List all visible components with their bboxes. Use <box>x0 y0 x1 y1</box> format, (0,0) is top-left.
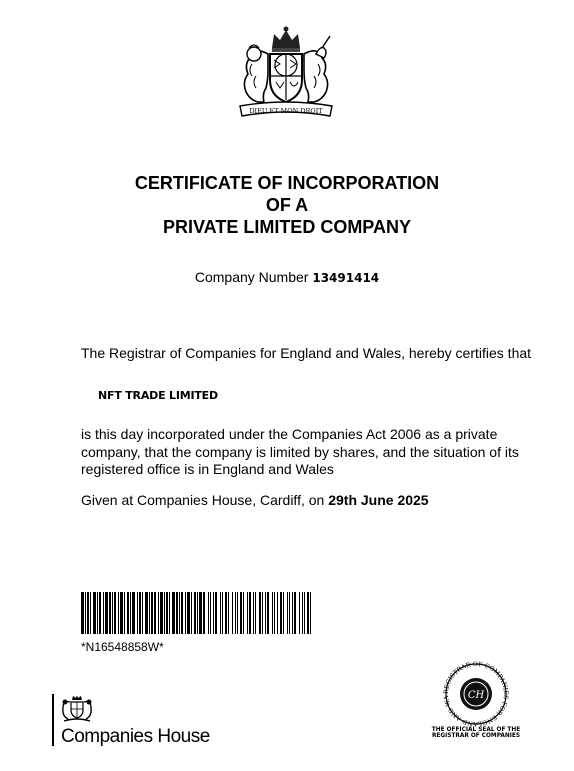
given-at-text: Given at Companies House, Cardiff, on <box>81 492 325 508</box>
barcode-bar <box>235 592 236 634</box>
barcode-bar <box>145 592 148 634</box>
barcode-bar <box>220 592 221 634</box>
barcode-bar <box>287 592 288 634</box>
barcode-bar <box>292 592 293 634</box>
company-name: NFT TRADE LIMITED <box>98 389 218 402</box>
barcode-bar <box>277 592 278 634</box>
barcode-bar <box>194 592 196 634</box>
barcode-bar <box>87 592 89 634</box>
barcode-bar <box>97 592 98 634</box>
barcode-bar <box>253 592 254 634</box>
barcode-bar <box>267 592 269 634</box>
barcode-bar <box>105 592 108 634</box>
barcode-bar <box>137 592 138 634</box>
barcode-bar <box>272 592 273 634</box>
seal-ring-text: REGISTRAR OF COMPANIES FOR ENGLAND AND WA <box>442 660 510 728</box>
barcode-bar <box>225 592 227 634</box>
barcode-bar <box>118 592 119 634</box>
barcode-bar <box>203 592 205 634</box>
barcode-bar <box>124 592 125 634</box>
barcode-bar <box>304 592 305 634</box>
barcode-bar <box>310 592 311 634</box>
companies-house-label: Companies House <box>61 726 210 747</box>
barcode-bar <box>172 592 175 634</box>
barcode-bar <box>164 592 165 634</box>
barcode-bar <box>294 592 296 634</box>
barcode-bar <box>299 592 300 634</box>
title-line-3: PRIVATE LIMITED COMPANY <box>162 217 411 237</box>
certification-statement: The Registrar of Companies for England and Wales, hereby certifies that <box>81 345 532 361</box>
barcode-bar <box>283 592 284 634</box>
barcode-bar <box>199 592 202 634</box>
barcode-bar <box>307 592 309 634</box>
barcode-bar <box>114 592 116 634</box>
barcode-bar <box>197 592 198 634</box>
barcode-bar <box>176 592 178 634</box>
barcode-bar <box>228 592 229 634</box>
barcode-bar <box>90 592 91 634</box>
barcode-bar <box>160 592 163 634</box>
barcode-bar <box>237 592 238 634</box>
barcode-bar <box>112 592 113 634</box>
barcode-bar <box>109 592 111 634</box>
barcode-text: *N16548858W* <box>81 640 164 654</box>
barcode-bar <box>81 592 84 634</box>
barcode-bar <box>222 592 223 634</box>
barcode-bar <box>259 592 261 634</box>
barcode-bar <box>130 592 131 634</box>
logo-divider <box>52 694 54 746</box>
barcode-bar <box>149 592 150 634</box>
barcode-bar <box>187 592 190 634</box>
company-number-label: Company Number <box>194 269 309 285</box>
barcode-bar <box>213 592 214 634</box>
barcode-bar <box>85 592 86 634</box>
barcode-bar <box>127 592 129 634</box>
barcode-bar <box>181 592 183 634</box>
barcode-bar <box>103 592 104 634</box>
barcode-bar <box>151 592 153 634</box>
barcode-bar <box>247 592 248 634</box>
barcode-bar <box>262 592 263 634</box>
barcode-bar <box>243 592 244 634</box>
barcode-bar <box>255 592 256 634</box>
seal-monogram: CH <box>467 690 485 701</box>
company-number-value: 13491414 <box>312 271 380 285</box>
barcode-bar <box>132 592 135 634</box>
companies-house-logo <box>52 694 217 749</box>
barcode-icon <box>81 592 313 634</box>
barcode-bar <box>158 592 159 634</box>
barcode-bar <box>240 592 242 634</box>
barcode-bar <box>208 592 209 634</box>
company-number-row <box>0 268 574 287</box>
royal-coat-of-arms-icon <box>232 24 340 120</box>
barcode-bar <box>210 592 211 634</box>
barcode-bar <box>120 592 123 634</box>
barcode-bar <box>139 592 141 634</box>
barcode-bar <box>179 592 180 634</box>
incorporation-statement: is this day incorporated under the Companies Act 2006 as a private company, that the company is limited by shares, and the situation of its registered office is in England and Wales <box>81 426 519 477</box>
barcode-bar <box>154 592 156 634</box>
barcode-bar <box>142 592 143 634</box>
certificate-title <box>0 172 574 238</box>
barcode-bar <box>185 592 186 634</box>
barcode-bar <box>99 592 101 634</box>
barcode-bar <box>249 592 251 634</box>
title-line-2: OF A <box>265 195 309 215</box>
seal-caption-line-2: REGISTRAR OF COMPANIES <box>431 733 521 738</box>
barcode-bar <box>265 592 266 634</box>
title-line-1: CERTIFICATE OF INCORPORATION <box>134 173 440 193</box>
barcode-bar <box>191 592 192 634</box>
companies-house-lion-icon <box>60 696 94 724</box>
seal-caption-line-1: THE OFFICIAL SEAL OF THE <box>431 727 521 733</box>
barcode-bar <box>166 592 168 634</box>
barcode-bar <box>274 592 275 634</box>
svg-text:DIEU ET MON DROIT: DIEU ET MON DROIT <box>249 107 323 115</box>
incorporation-date: 29th June 2025 <box>328 492 429 508</box>
given-at-statement <box>81 492 541 510</box>
barcode-bar <box>289 592 290 634</box>
barcode-bar <box>280 592 282 634</box>
barcode-bar <box>232 592 233 634</box>
barcode-bar <box>215 592 217 634</box>
barcode-bar <box>302 592 303 634</box>
barcode-bar <box>93 592 96 634</box>
barcode-bar <box>169 592 170 634</box>
registrar-seal-icon <box>428 660 524 738</box>
